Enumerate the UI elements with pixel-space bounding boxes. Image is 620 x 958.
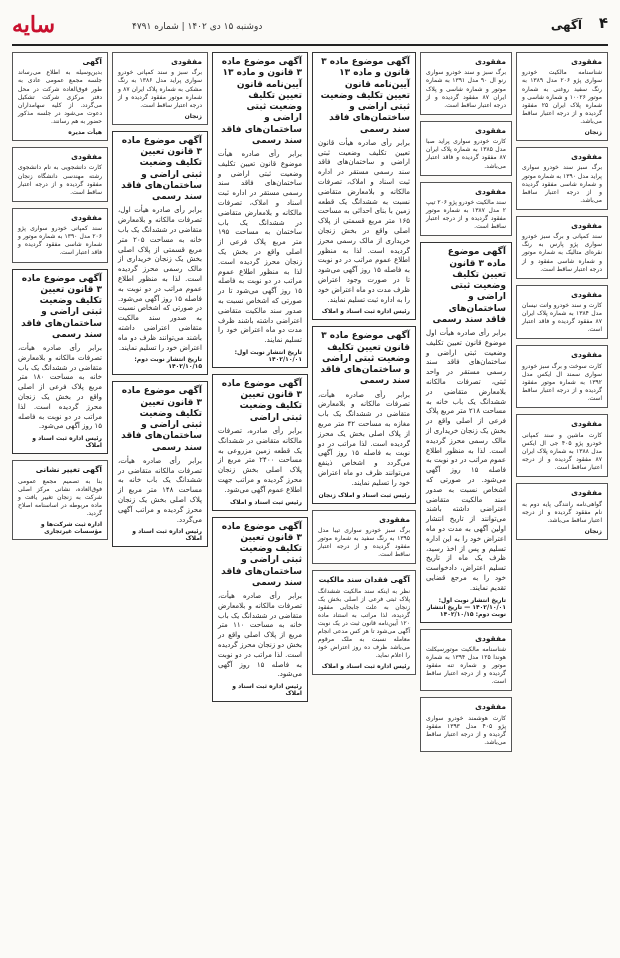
- classified-ad: [112, 52, 208, 125]
- ad-title: مفقودی: [571, 152, 602, 162]
- ad-title: مفقودی: [475, 125, 506, 135]
- ad-body: برابر رأی صادره، تصرفات مالکانه متقاضی در ششدانگ یک قطعه زمین مزروعی به مساحت ۲۴۰۰ متر مربع از پلاک اصلی بخش زنجان محرز گردیده و مراتب جهت اطلاع عموم آگهی می‌شود.: [218, 426, 302, 494]
- classified-ad: [212, 52, 308, 368]
- classified-ad: [420, 242, 512, 622]
- classified-ad: [12, 147, 108, 202]
- ad-title: مفقودی: [571, 350, 602, 360]
- ad-title: آگهی موضوع ماده ۳ قانون و ماده ۱۳ آیین‌نامه قانون تعیین تکلیف وضعیت ثبتی اراضی و ساختمان‌های فاقد سند رسمی: [320, 57, 410, 135]
- ad-body: برابر رأی صادره هیأت اول موضوع قانون تعیین تکلیف وضعیت ثبتی اراضی و ساختمان‌های فاقد سند رسمی مستقر در واحد ثبتی، تصرفات مالکانه بلامعارض متقاضی در ششدانگ یک باب خانه به مساحت ۲۱۸ متر مربع پلاک فرعی از اصلی واقع در بخش یک زنجان خریداری از مالک رسمی محرز گردیده است. لذا به منظور اطلاع عموم مراتب در دو نوبت به فاصله ۱۵ روز آگهی می‌شود. در صورتی که اشخاص نسبت به صدور سند مالکیت متقاضی اعتراضی داشته باشند می‌توانند از تاریخ انتشار اولین آگهی به مدت دو ماه اعتراض خود را به این اداره تسلیم و پس از اخذ رسید، ظرف یک ماه از تاریخ تسلیم اعتراض، دادخواست خود را به مرجع قضایی تقدیم نمایند.: [426, 329, 506, 592]
- ad-title: مفقودی: [475, 57, 506, 66]
- ad-title: آگهی فقدان سند مالکیت: [318, 575, 410, 585]
- classified-ad: [516, 345, 608, 408]
- ad-signature: رئیس اداره ثبت اسناد و املاک: [232, 683, 302, 698]
- ad-body: برابر رأی صادره هیأت اول، تصرفات مالکانه و بلامعارض متقاضی در ششدانگ یک باب خانه به مساحت ۲۰۵ متر مربع قسمتی از پلاک اصلی بخش یک زنجان خریداری از مالک رسمی محرز گردیده است. لذا به منظور اطلاع عموم مراتب در دو نوبت به فاصله ۱۵ روز آگهی می‌شود. در صورتی که اشخاص نسبت به صدور سند مالکیت متقاضی اعتراضی داشته باشند می‌توانند ظرف دو ماه اعتراض خود را تسلیم نمایند.: [118, 206, 202, 352]
- classified-ad: [420, 52, 512, 115]
- ad-body: کارت سوخت و برگ سبز خودرو سواری سمند ال ایکس مدل ۱۳۹۲ به شماره موتور مفقود گردیده و از درجه اعتبار ساقط است.: [522, 362, 602, 403]
- ad-body: کارت و سند خودرو وانت نیسان مدل ۱۳۸۴ به شماره پلاک ایران ۸۷ مفقود گردیده و فاقد اعتبار است.: [522, 302, 602, 334]
- ad-title: آگهی موضوع ماده ۳ قانون و ماده ۱۳ آیین‌نامه قانون تعیین تکلیف وضعیت ثبتی اراضی و ساختمان‌های فاقد سند رسمی: [221, 57, 302, 146]
- ad-title: مفقودی: [571, 220, 602, 230]
- ad-body: برابر رأی صادره هیأت، تصرفات مالکانه و بلامعارض متقاضی در ششدانگ یک باب مغازه به مساحت ۴۲ متر مربع از پلاک اصلی بخش یک محرز گردیده است. لذا مراتب در دو نوبت به فاصله ۱۵ روز آگهی می‌گردد و اشخاص ذینفع می‌توانند ظرف دو ماه اعتراض خود را تسلیم نمایند.: [318, 390, 411, 487]
- ad-signature: هیأت مدیره: [68, 129, 102, 137]
- ad-body: کارت خودرو سواری پراید صبا مدل ۱۳۸۵ به شماره پلاک ایران ۸۷ مفقود گردیده و فاقد اعتبار می‌باشد.: [426, 138, 506, 170]
- ad-column: [420, 52, 512, 948]
- ad-body: بنا به تصمیم مجمع عمومی فوق‌العاده، نشانی مرکز اصلی شرکت به زنجان تغییر یافت و ماده مربوطه در اساسنامه اصلاح گردید.: [18, 477, 102, 517]
- ad-body: برابر رأی صادره هیأت موضوع قانون تعیین تکلیف وضعیت ثبتی اراضی و ساختمان‌های فاقد سند رسمی مستقر در اداره ثبت اسناد و املاک، تصرفات مالکانه و بلامعارض متقاضی در ششدانگ یک باب ساختمان به مساحت ۱۹۵ متر مربع پلاک فرعی از اصلی واقع در بخش یک زنجان محرز گردیده است. لذا به منظور اطلاع عموم مراتب در دو نوبت به فاصله ۱۵ روز آگهی می‌شود تا در صورتی که اشخاص نسبت به صدور سند مالکیت متقاضی اعتراضی داشته باشند ظرف مدت دو ماه اعتراض خود را تسلیم نمایند.: [218, 150, 302, 345]
- ad-signature: رئیس ثبت اسناد و املاک: [230, 498, 302, 506]
- classified-ad: [12, 269, 108, 455]
- ad-title: آگهی موضوع ماده ۳ قانون تعیین تکلیف وضعیت ثبتی اراضی و ساختمان‌های فاقد سند رسمی: [121, 135, 202, 203]
- ad-body: سند مالکیت خودرو پژو ۲۰۶ تیپ ۲ مدل ۱۳۸۷ به شماره موتور مفقود گردیده و از درجه اعتبار ساقط است.: [426, 198, 506, 231]
- ad-title: آگهی موضوع ماده ۳ قانون تعیین تکلیف وضعیت ثبتی اراضی: [221, 378, 302, 423]
- ad-body: برگ سبز و سند خودرو سواری رنو ال ۹۰ مدل ۱۳۹۱ به شماره موتور و شماره شاسی و پلاک ایران ۸۷ مفقود گردیده و از درجه اعتبار ساقط است.: [426, 69, 506, 109]
- ad-body: سند کمپانی خودرو سواری پژو ۲۰۶ مدل ۱۳۹۰ به شماره موتور و شماره شاسی مفقود گردیده و فاقد اعتبار است.: [18, 225, 102, 257]
- ad-column: [516, 52, 608, 948]
- ad-body: برگ سبز و سند کمپانی خودرو سواری پراید مدل ۱۳۸۶ به رنگ مشکی به شماره پلاک ایران ۸۷ و شماره موتور مفقود گردیده و از درجه اعتبار ساقط است.: [118, 69, 202, 109]
- ad-title: مفقودی: [171, 57, 202, 66]
- ad-body: گواهی‌نامه رانندگی پایه دوم به نام مفقود گردیده و از درجه اعتبار ساقط می‌باشد.: [522, 500, 602, 524]
- ad-signature: تاریخ انتشار نوبت اول: ۱۴۰۲/۱۰/۰۱: [234, 348, 302, 363]
- ad-title: مفقودی: [571, 419, 602, 429]
- classified-ad: [12, 52, 108, 141]
- ad-signature: رئیس اداره ثبت اسناد و املاک: [321, 308, 410, 316]
- issue-info: دوشنبه ۱۵ دی ۱۴۰۲ | شماره ۴۷۹۱: [132, 22, 263, 32]
- ad-title: آگهی موضوع ماده ۳ قانون تعیین تکلیف وضعیت ثبتی اراضی و ساختمان‌های فاقد سند رسمی: [121, 386, 202, 453]
- ad-body: بدین‌وسیله به اطلاع می‌رساند جلسه مجمع عمومی عادی به طور فوق‌العاده شرکت در محل دفتر مرکزی شرکت تشکیل می‌گردد. از کلیه سهامداران دعوت می‌شود در جلسه مذکور حضور به هم رسانند.: [18, 69, 102, 125]
- ad-title: مفقودی: [571, 488, 602, 498]
- ad-title: مفقودی: [571, 57, 602, 66]
- ad-signature: تاریخ انتشار نوبت اول: ۱۴۰۲/۱۰/۰۱ — تاریخ انتشار نوبت دوم: ۱۴۰۲/۱۰/۱۵: [426, 596, 506, 618]
- classified-ad: [420, 182, 512, 237]
- ad-title: آگهی تغییر نشانی: [35, 465, 102, 475]
- newspaper-logo: سایه: [12, 12, 56, 38]
- ad-title: آگهی: [82, 57, 102, 66]
- ad-title: آگهی موضوع ماده ۳ قانون تعیین تکلیف وضعیت ثبتی اراضی و ساختمان‌های فاقد سند رسمی: [221, 521, 302, 588]
- page-number: ۴: [598, 14, 608, 32]
- ad-title: مفقودی: [71, 212, 102, 222]
- classified-ad: [420, 629, 512, 692]
- ad-column: [12, 52, 108, 948]
- ad-body: برابر رأی صادره هیأت، تصرفات مالکانه متقاضی در ششدانگ یک باب خانه به مساحت ۱۴۸ متر مربع از پلاک اصلی بخش یک زنجان محرز گردیده و مراتب آگهی می‌گردد.: [118, 456, 202, 524]
- ad-signature: رئیس اداره ثبت اسناد و املاک: [32, 435, 102, 450]
- classified-ad: [12, 460, 108, 540]
- classified-ad: [212, 374, 308, 511]
- classified-ad: [12, 208, 108, 263]
- ad-body: کارت هوشمند خودرو سواری پژو ۴۰۵ مدل ۱۳۹۳ مفقود گردیده و از درجه اعتبار ساقط می‌باشد.: [426, 714, 506, 747]
- classified-ad: [312, 510, 416, 565]
- ad-column: [112, 52, 208, 948]
- ad-body: کارت ماشین و سند کمپانی خودرو پژو ۴۰۵ جی ال ایکس مدل ۱۳۸۸ به شماره پلاک ایران ۸۷ مفقود گردیده و از درجه اعتبار ساقط است.: [522, 431, 602, 472]
- classified-ad: [312, 52, 416, 320]
- ad-body: برابر رأی صادره هیأت، تصرفات مالکانه و بلامعارض متقاضی در ششدانگ یک باب خانه به مساحت ۱۱۰ متر مربع از پلاک اصلی واقع در بخش دو زنجان محرز گردیده است. لذا مراتب در دو نوبت به فاصله ۱۵ روز آگهی می‌شود.: [218, 592, 302, 679]
- ad-body: شناسنامه مالکیت موتورسیکلت هوندا ۱۲۵ مدل ۱۳۹۴ به شماره موتور و شماره تنه مفقود گردیده و از درجه اعتبار ساقط است.: [426, 645, 506, 686]
- ad-signature: اداره ثبت شرکت‌ها و مؤسسات غیرتجاری: [40, 521, 102, 536]
- classified-ad: [312, 326, 416, 503]
- ad-signature: زنجان: [584, 527, 602, 535]
- classified-ad: [112, 381, 208, 547]
- ad-title: مفقودی: [379, 514, 410, 524]
- ad-title: مفقودی: [475, 702, 506, 712]
- ad-signature: زنجان: [184, 112, 202, 120]
- classified-ad: [516, 216, 608, 279]
- ad-body: برابر رأی صادره هیأت، تصرفات مالکانه و بلامعارض متقاضی در ششدانگ یک باب خانه به مساحت ۱۸۰ متر مربع پلاک فرعی از اصلی واقع در بخش یک زنجان محرز گردیده است. لذا مراتب در دو نوبت به فاصله ۱۵ روز آگهی می‌شود.: [18, 344, 102, 431]
- classified-ad: [420, 697, 512, 752]
- classified-ad: [516, 483, 608, 540]
- ad-body: برگ سبز خودرو سواری تیبا مدل ۱۳۹۵ به رنگ سفید به شماره موتور مفقود گردیده و از درجه اعتبار ساقط است.: [318, 526, 410, 559]
- classified-ad: [516, 52, 608, 141]
- ad-signature: رئیس ثبت اسناد و املاک زنجان: [318, 491, 410, 499]
- classified-ad: [420, 121, 512, 176]
- classified-ad: [312, 570, 416, 675]
- ad-signature: تاریخ انتشار نوبت دوم: ۱۴۰۲/۱۰/۱۵: [134, 356, 202, 371]
- ad-title: مفقودی: [475, 633, 506, 643]
- section-title: آگهی: [550, 18, 582, 32]
- classified-ad: [112, 131, 208, 375]
- ad-title: آگهی موضوع ماده ۳ قانون تعیین تکلیف وضعیت ثبتی اراضی و ساختمان‌های فاقد سند رسمی: [432, 247, 506, 325]
- classified-ad: [516, 147, 608, 210]
- ad-body: نظر به اینکه سند مالکیت ششدانگ پلاک ثبتی فرعی از اصلی بخش یک زنجان به علت جابجایی مفقود گردیده، لذا مراتب به استناد ماده ۱۲۰ آیین‌نامه قانون ثبت در یک نوبت آگهی می‌شود تا هر کس مدعی انجام معامله نسبت به ملک مرقوم می‌باشد ظرف ده روز اعتراض خود را اعلام نماید.: [318, 587, 410, 660]
- ad-column: [212, 52, 308, 948]
- ad-signature: رئیس اداره ثبت اسناد و املاک: [132, 528, 202, 543]
- ad-column: [312, 52, 416, 948]
- ad-body: کارت دانشجویی به نام دانشجوی رشته مهندسی دانشگاه زنجان مفقود گردیده و از درجه اعتبار ساقط است.: [18, 164, 102, 196]
- ad-body: برابر رأی صادره هیأت قانون تعیین تکلیف وضعیت ثبتی اراضی و ساختمان‌های فاقد سند رسمی مستقر در اداره ثبت اسناد و املاک، تصرفات مالکانه و بلامعارض متقاضی نسبت به ششدانگ یک قطعه زمین با بنای احداثی به مساحت ۱۶۵ متر مربع قسمتی از پلاک اصلی واقع در بخش زنجان خریداری از مالک رسمی محرز گردیده است. لذا به منظور اطلاع عموم مراتب در دو نوبت به فاصله ۱۵ روز آگهی می‌شود تا در صورت وجود اعتراض ظرف مدت دو ماه اعتراض خود را به اداره ثبت تسلیم نمایند.: [318, 138, 410, 304]
- classified-ad: [516, 285, 608, 340]
- ad-title: آگهی موضوع ماده ۳ قانون تعیین تکلیف وضعیت ثبتی اراضی و ساختمان‌های فاقد سند رسمی: [21, 273, 102, 340]
- ad-signature: زنجان: [584, 129, 602, 137]
- ad-title: مفقودی: [71, 152, 102, 162]
- classified-ad: [516, 414, 608, 477]
- ad-title: مفقودی: [571, 289, 602, 299]
- page-header: [12, 10, 608, 46]
- ad-title: مفقودی: [475, 186, 506, 196]
- ad-title: آگهی موضوع ماده ۳ قانون تعیین تکلیف وضعیت ثبتی اراضی و ساختمان‌های فاقد سند رسمی: [320, 331, 410, 387]
- ad-body: شناسنامه مالکیت خودرو سواری پژو ۲۰۶ مدل ۱۳۸۹ به رنگ سفید روغنی به شماره موتور ۱۰۰۲۶ و شماره شاسی و شماره پلاک ایران ۲۵ مفقود گردیده و از درجه اعتبار ساقط می‌باشد.: [522, 69, 602, 125]
- classified-ad: [212, 517, 308, 703]
- ad-body: سند کمپانی و برگ سبز خودرو سواری پژو پارس به رنگ نقره‌ای متالیک به شماره موتور و شماره شاسی مفقود و از درجه اعتبار ساقط است.: [522, 233, 602, 273]
- ad-signature: رئیس اداره ثبت اسناد و املاک: [321, 663, 410, 671]
- ad-body: برگ سبز سند خودرو سواری پراید مدل ۱۳۹۰ به شماره موتور و شماره شاسی مفقود گردیده و از درجه اعتبار ساقط می‌باشد.: [522, 164, 602, 204]
